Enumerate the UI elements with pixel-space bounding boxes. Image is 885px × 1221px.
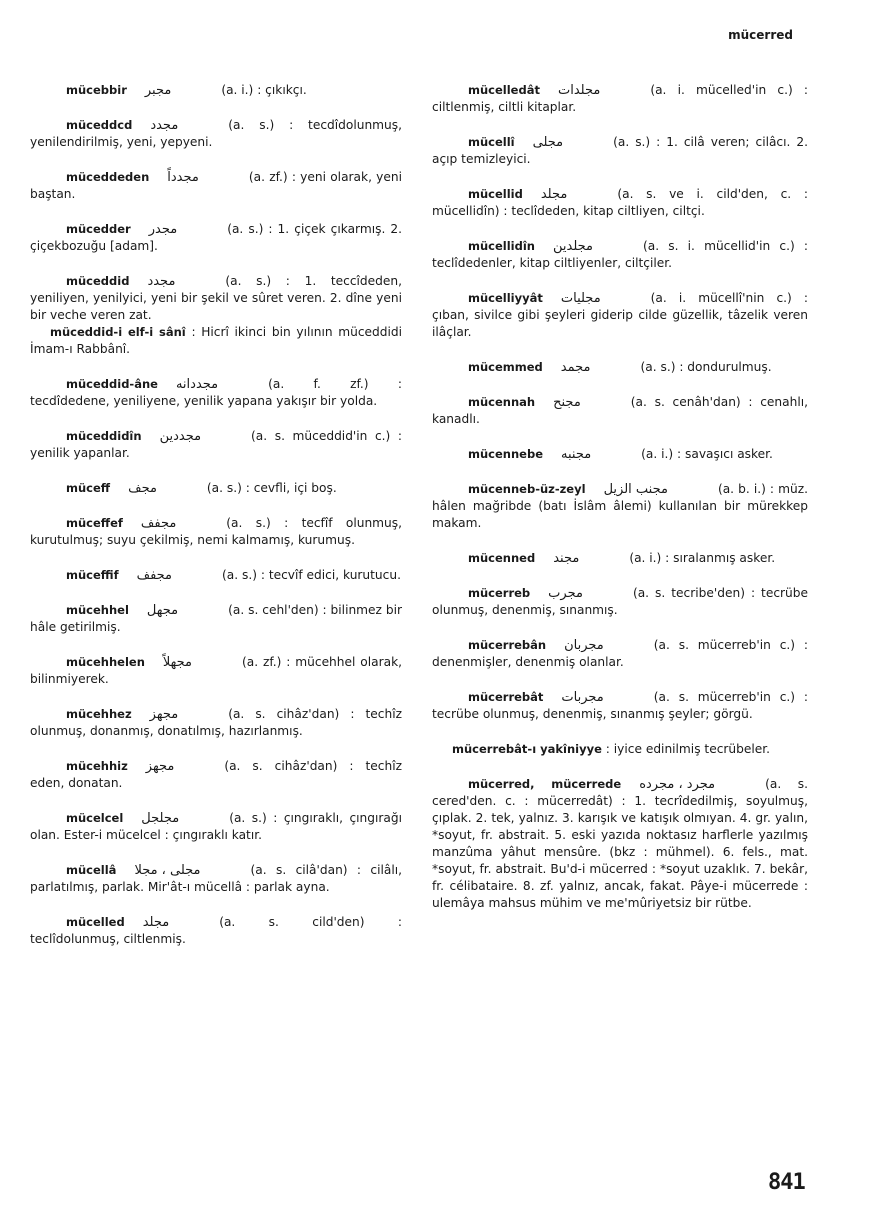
entry-arabic-script: مجهلاً	[162, 655, 192, 670]
dictionary-entry	[432, 585, 808, 619]
entry-headword: mücehhelen	[66, 655, 145, 669]
entry-definition: (a. s. tecribe'den) : tecrübe olunmuş, denenmiş, sınanmış.	[432, 586, 808, 617]
entry-definition: (a. s.) : dondurulmuş.	[640, 360, 772, 374]
entry-definition: (a. s. mücerreb'in c.) : tecrübe olunmuş, denenmiş, sınanmış şeyler; görgü.	[432, 690, 808, 721]
entry-definition: (a. i. mücellî'nin c.) : çıban, sivilce gibi şeyleri giderip cilde güzellik, tâzelik veren ilâçlar.	[432, 291, 808, 339]
entry-arabic-script: مجفف	[140, 516, 177, 531]
entry-headword: mücerred, mücerrede	[468, 777, 622, 791]
entry-definition: (a. zf.) : yeni olarak, yeni baştan.	[30, 170, 402, 201]
entry-definition: (a. s. cilâ'dan) : cilâlı, parlatılmış, parlak. Mir'ât-ı mücellâ : parlak ayna.	[30, 863, 402, 894]
entry-headword: mücelled	[66, 915, 125, 929]
dictionary-entry	[30, 515, 402, 549]
entry-headword: mücehhez	[66, 707, 132, 721]
dictionary-entry	[30, 169, 402, 203]
entry-headword: müceff	[66, 481, 111, 495]
entry-headword: müceddid-âne	[66, 377, 158, 391]
entry-arabic-script: مجدر	[148, 222, 178, 237]
entry-definition: (a. s. ve i. cild'den, c. : mücellidîn) : teclîdeden, kitap ciltliyen, ciltçi.	[432, 187, 808, 218]
entry-headword: mücelledât	[468, 83, 540, 97]
entry-definition: (a. b. i.) : müz. hâlen mağribde (batı İslâm âlemi) kullanılan bir mürekkep makam.	[432, 482, 808, 530]
entry-arabic-script: مجرد ، مجرده	[639, 777, 716, 792]
entry-definition: (a. s. cild'den) : teclîdolunmuş, ciltlenmiş.	[30, 915, 402, 946]
entry-definition: : Hicrî ikinci bin yılının müceddidi İmam-ı Rabbânî.	[30, 325, 403, 356]
entry-definition: (a. zf.) : mücehhel olarak, bilinmiyerek.	[30, 655, 402, 686]
entry-headword: mücehhiz	[66, 759, 128, 773]
entry-headword: mücemmed	[468, 360, 543, 374]
entry-headword: müceddid-i elf-i sânî	[50, 325, 186, 339]
entry-definition: (a. s.) : 1. çiçek çıkarmış. 2. çiçekbozuğu [adam].	[30, 222, 402, 253]
entry-arabic-script: مجربات	[561, 690, 604, 705]
entry-arabic-script: مجلدين	[552, 239, 593, 254]
entry-definition: (a. s.) : çıngıraklı, çıngırağı olan. Ester-i mücelcel : çıngıraklı katır.	[30, 811, 402, 842]
entry-headword: müceffef	[66, 516, 123, 530]
entry-arabic-script: مجلد	[142, 915, 170, 930]
entry-definition: (a. i.) : savaşıcı asker.	[641, 447, 773, 461]
entry-headword: mücerreb	[468, 586, 531, 600]
dictionary-entry	[30, 221, 402, 255]
entry-arabic-script: مجهل	[146, 603, 179, 618]
dictionary-entry	[30, 602, 402, 636]
entry-arabic-script: مجدد	[147, 274, 176, 289]
entry-headword: mücellidîn	[468, 239, 535, 253]
dictionary-entry	[30, 862, 402, 896]
entry-definition: (a. s. mücerreb'in c.) : denenmişler, denenmiş olanlar.	[432, 638, 808, 669]
dictionary-entry	[30, 117, 402, 151]
entry-definition: (a. s.) : tecdîdolunmuş, yenilendirilmiş, yeni, yepyeni.	[30, 118, 402, 149]
entry-arabic-script: مجلدات	[557, 83, 601, 98]
right-column	[432, 82, 808, 912]
dictionary-entry	[30, 914, 402, 948]
entry-arabic-script: مجددين	[159, 429, 202, 444]
dictionary-entry	[30, 567, 402, 584]
dictionary-entry	[432, 481, 808, 532]
entry-definition: (a. s. müceddid'in c.) : yenilik yapanlar.	[30, 429, 402, 460]
dictionary-entry	[30, 810, 402, 844]
running-header: mücerred	[728, 28, 793, 42]
entry-arabic-script: مجفف	[136, 568, 173, 583]
dictionary-entry	[432, 186, 808, 220]
dictionary-entry	[30, 376, 402, 410]
dictionary-entry	[432, 82, 808, 116]
dictionary-entry	[30, 324, 402, 358]
entry-headword: mücebbir	[66, 83, 127, 97]
entry-arabic-script: مجهز	[149, 707, 179, 722]
dictionary-entry	[30, 706, 402, 740]
entry-arabic-script: مجلى ، مجلا	[134, 863, 201, 878]
entry-headword: mücerrebân	[468, 638, 547, 652]
entry-definition: (a. s. cihâz'dan) : techîz eden, donatan.	[30, 759, 402, 790]
entry-headword: mücerrebât-ı yakîniyye	[452, 742, 602, 756]
entry-headword: müceddeden	[66, 170, 150, 184]
entry-arabic-script: مجدد	[150, 118, 179, 133]
entry-arabic-script: مجف	[128, 481, 157, 496]
entry-arabic-script: مجنبه	[561, 447, 592, 462]
entry-headword: mücenned	[468, 551, 536, 565]
dictionary-entry	[30, 758, 402, 792]
entry-headword: mücellid	[468, 187, 523, 201]
entry-arabic-script: مجلجل	[141, 811, 180, 826]
left-column	[30, 82, 402, 948]
entry-headword: mücehhel	[66, 603, 129, 617]
entry-definition: (a. i.) : çıkıkçı.	[221, 83, 307, 97]
dictionary-entry	[432, 689, 808, 723]
dictionary-entry	[432, 550, 808, 567]
entry-headword: mücellâ	[66, 863, 117, 877]
entry-definition: (a. s.) : 1. cilâ veren; cilâcı. 2. açıp temizleyici.	[432, 135, 808, 166]
entry-headword: müceddid	[66, 274, 130, 288]
entry-arabic-script: مجنب الزيل	[603, 482, 668, 497]
entry-arabic-script: مجهز	[145, 759, 175, 774]
entry-definition: : iyice edinilmiş tecrübeler.	[605, 742, 771, 756]
entry-arabic-script: مجند	[553, 551, 580, 566]
entry-arabic-script: مجلى	[532, 135, 564, 150]
dictionary-entry	[30, 428, 402, 462]
entry-headword: mücenneb-üz-zeyl	[468, 482, 586, 496]
dictionary-entry	[30, 273, 402, 324]
entry-headword: mücerrebât	[468, 690, 544, 704]
dictionary-entry	[432, 394, 808, 428]
dictionary-entry	[432, 776, 808, 912]
dictionary-entry	[432, 359, 808, 376]
entry-definition: (a. s.) : tecfîf olunmuş, kurutulmuş; suyu çekilmiş, nemi kalmamış, kurumuş.	[30, 516, 402, 547]
dictionary-entry	[432, 134, 808, 168]
dictionary-entry	[432, 741, 808, 758]
entry-arabic-script: مجبر	[144, 83, 172, 98]
entry-arabic-script: مجرب	[548, 586, 583, 601]
dictionary-entry	[30, 82, 402, 99]
entry-headword: müceddcd	[66, 118, 133, 132]
entry-arabic-script: مجنح	[553, 395, 581, 410]
entry-definition: (a. s.) : tecvîf edici, kurutucu.	[222, 568, 401, 582]
entry-arabic-script: مجليات	[560, 291, 601, 306]
entry-headword: mücedder	[66, 222, 131, 236]
entry-definition: (a. s. i. mücellid'in c.) : teclîdedenler, kitap ciltliyenler, ciltçiler.	[432, 239, 808, 270]
dictionary-entry	[30, 654, 402, 688]
entry-headword: müceddidîn	[66, 429, 142, 443]
entry-headword: mücellî	[468, 135, 515, 149]
entry-definition: (a. i. mücelled'in c.) : ciltlenmiş, ciltli kitaplar.	[432, 83, 808, 114]
entry-headword: mücelliyyât	[468, 291, 543, 305]
entry-arabic-script: مجلد	[540, 187, 568, 202]
entry-arabic-script: مجربان	[564, 638, 604, 653]
entry-definition: (a. s. cehl'den) : bilinmez bir hâle getirilmiş.	[30, 603, 402, 634]
entry-headword: mücennah	[468, 395, 536, 409]
entry-headword: müceffif	[66, 568, 119, 582]
entry-arabic-script: مجمد	[560, 360, 591, 375]
entry-definition: (a. s. cered'den. c. : mücerredât) : 1. tecrîdedilmiş, soyulmuş, çıplak. 2. tek, yalnız. 3. karışık ve katışık olmıyan. 4. gr. yalın, *soyut, fr. abstrait. 5. eski yazıda noktasız harflerle yazılmış manzûma yâhut mensûre. (bkz : mühmel). 6. fels., mat. *soyut, fr. abstrait. Bu'd-i mücerred : *soyut uzaklık. 7. bekâr, fr. célibataire. 8. zf. yalnız, ancak, fakat. Pâye-i mücerrede : ulemâya mahsus mühim ve me'mûriyetsiz bir rütbe.	[432, 777, 808, 910]
entry-definition: (a. s.) : cevfli, içi boş.	[206, 481, 337, 495]
dictionary-entry	[432, 637, 808, 671]
entry-arabic-script: مجددانه	[175, 377, 219, 392]
dictionary-entry	[432, 446, 808, 463]
dictionary-entry	[30, 480, 402, 497]
entry-definition: (a. s. cenâh'dan) : cenahlı, kanadlı.	[432, 395, 808, 426]
entry-definition: (a. i.) : sıralanmış asker.	[629, 551, 776, 565]
entry-headword: mücennebe	[468, 447, 543, 461]
dictionary-entry	[432, 290, 808, 341]
entry-arabic-script: مجدداً	[167, 170, 199, 185]
entry-headword: mücelcel	[66, 811, 124, 825]
entry-definition: (a. f. zf.) : tecdîdedene, yeniliyene, yenilik yapana yakışır bir yolda.	[30, 377, 402, 408]
page-number: 841	[768, 1170, 805, 1195]
dictionary-entry	[432, 238, 808, 272]
entry-definition: (a. s. cihâz'dan) : techîz olunmuş, donanmış, donatılmış, hazırlanmış.	[30, 707, 402, 738]
entry-definition: (a. s.) : 1. teccîdeden, yeniliyen, yenilyici, yeni bir şekil ve sûret veren. 2. dîne yeni bir veche veren zat.	[30, 274, 402, 322]
